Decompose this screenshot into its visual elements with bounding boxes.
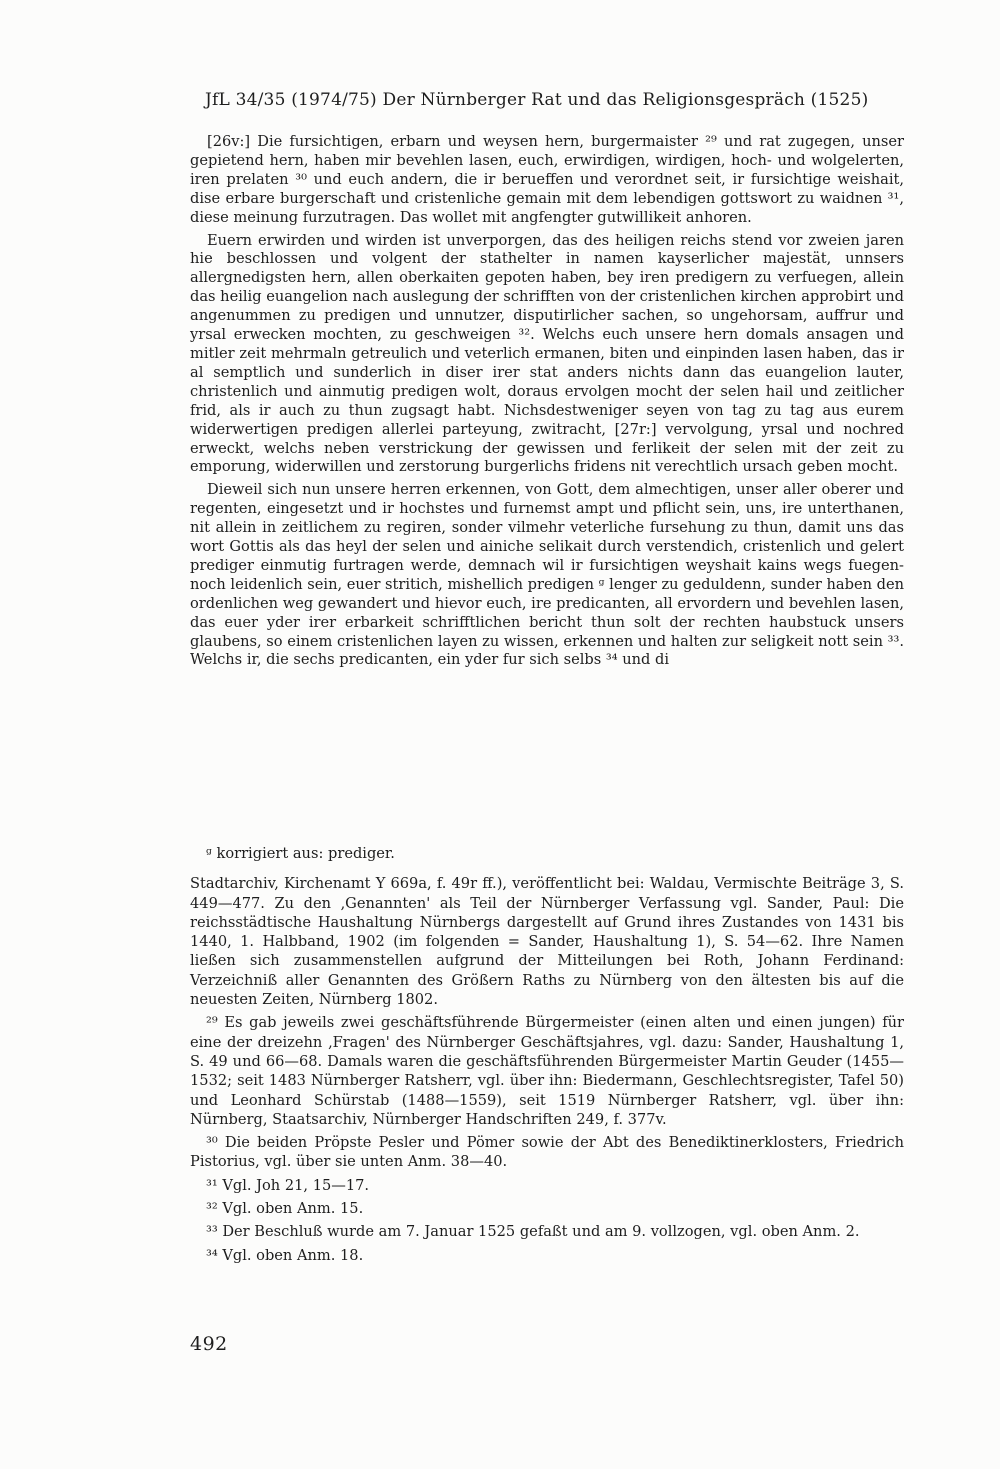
paragraph: Dieweil sich nun unsere herren erkennen, von Gott, dem almechtigen, unser aller oberer und regenten, eingesetzt und ir hochstes und furnemst ampt und pflicht sein, uns, ire unterthanen, nit allein in zeitlichem zu regiren, sonder vilmehr veterliche fursehung zu thun, damit uns das wort Gottis als das heyl der selen und ainiche selikait durch verstendich, cristenlich und gelert prediger einmutig furtragen werde, demnach wil ir fursichtigen weyshait kains wegs fuegen- noch leidenlich sein, euer stritich, mishellich predigen ᵍ lenger zu geduldenn, sunder haben den ordenlichen weg gewandert und hievor euch, ire predicanten, all ervordern und bevehlen lasen, das euer yder irer erbarkeit schrifftlichen bericht thun solt der rechten haubstuck unsers glaubens, so einem cristenlichen layen zu wissen, erkennen und halten zur seligkeit nott sein ³³. Welchs ir, die sechs predicanten, ein yder fur sich selbs ³⁴ und di xyxy=(190,481,904,669)
main-text xyxy=(190,133,904,674)
paragraph: Euern erwirden und wirden ist unverporgen, das des heiligen reichs stend vor zweien jaren hie beschlossen und volgent der stathelter in namen kayserlicher majestät, unnsers allergnedigsten hern, allen oberkaiten gepoten haben, bey iren predigern zu verfuegen, allein das heilig euangelion nach auslegung der schrifften von der cristenlichen kirchen approbirt und angenummen zu predigen und unnutzer, disputirlicher sachen, so ungehorsam, auffrur und yrsal erwecken mochten, zu geschweigen ³². Welchs euch unsere hern domals ansagen und mitler zeit mehrmaln getreulich und veterlich ermanen, biten und einpinden lasen haben, das ir al semptlich und sunderlich in diser irer stat anders nichts dann das euangelion lauter, christenlich und ainmutig predigen wolt, doraus ervolgen mocht der selen hail und zeitlicher frid, als ir auch zu thun zugsagt habt. Nichsdestweniger seyen von tag zu tag aus eurem widerwertigen predigen allerlei parteyung, zwitracht, [27r:] vervolgung, yrsal und nochred erweckt, welchs neben verstrickung der gewissen und ferlikeit der selen mit der zeit zu emporung, widerwillen und zerstorung burgerlichs fridens nit verechtlich ursach geben mocht. xyxy=(190,231,904,476)
footnote-34: ³⁴ Vgl. oben Anm. 18. xyxy=(206,1246,364,1264)
footnotes xyxy=(190,844,904,1269)
footnote-30: ³⁰ Die beiden Pröpste Pesler und Pömer sowie der Abt des Benediktinerklosters, Friedrich Pistorius, vgl. über sie unten Anm. 38—40. xyxy=(190,1134,904,1171)
footnote-continued: Stadtarchiv, Kirchenamt Y 669a, f. 49r ff.), veröffentlicht bei: Waldau, Vermischte Beiträge 3, S. 449—477. Zu den ‚Genannten' als Teil der Nürnberger Verfassung vgl. Sander, Paul: Die reichsstädtische Haushaltung Nürnbergs dargestellt auf Grund ihres Zustandes von 1431 bis 1440, 1. Halbband, 1902 (im folgenden = Sander, Haushaltung 1), S. 54—62. Ihre Namen ließen sich zusammenstellen aufgrund der Mitteilungen bei Roth, Johann Ferdinand: Verzeichniß aller Genannten des Größern Raths zu Nürnberg von den ältesten bis auf die neuesten Zeiten, Nürnberg 1802. xyxy=(190,875,904,1009)
footnote-g: ᵍ korrigiert aus: prediger. xyxy=(206,845,395,862)
footnote-33: ³³ Der Beschluß wurde am 7. Januar 1525 gefaßt und am 9. vollzogen, vgl. oben Anm. 2. xyxy=(206,1223,860,1241)
footnote-29: ²⁹ Es gab jeweils zwei geschäftsführende Bürgermeister (einen alten und einen jungen) für eine der dreizehn ‚Fragen' des Nürnberger Geschäftsjahres, vgl. dazu: Sander, Haushaltung 1, S. 49 und 66—68. Damals waren die geschäftsführenden Bürgermeister Martin Geuder (1455—1532; seit 1483 Nürnberger Ratsherr, vgl. über ihn: Biedermann, Geschlechtsregister, Tafel 50) und Leonhard Schürstab (1488—1559), seit 1519 Nürnberger Ratsherr, vgl. über ihn: Nürnberg, Staatsarchiv, Nürnberger Handschriften 249, f. 377v. xyxy=(190,1014,904,1128)
page-number: 492 xyxy=(190,1333,228,1355)
footnote-32: ³² Vgl. oben Anm. 15. xyxy=(206,1200,364,1218)
footnote-31: ³¹ Vgl. Joh 21, 15—17. xyxy=(206,1176,370,1194)
paragraph: [26v:] Die fursichtigen, erbarn und weysen hern, burgermaister ²⁹ und rat zugegen, unser gepietend hern, haben mir bevehlen lasen, euch, erwirdigen, wirdigen, hoch- und wolgelerten, iren prelaten ³⁰ und euch andern, die ir berueffen und verordnet seit, ir fursichtige weishait, dise erbare burgerschaft und cristenliche gemain mit dem lebendigen gottswort zu waidnen ³¹, diese meinung furzutragen. Das wollet mit angfengter gutwillikeit anhoren. xyxy=(190,133,904,226)
running-head: JfL 34/35 (1974/75) Der Nürnberger Rat und das Religionsgespräch (1525) xyxy=(205,90,869,110)
